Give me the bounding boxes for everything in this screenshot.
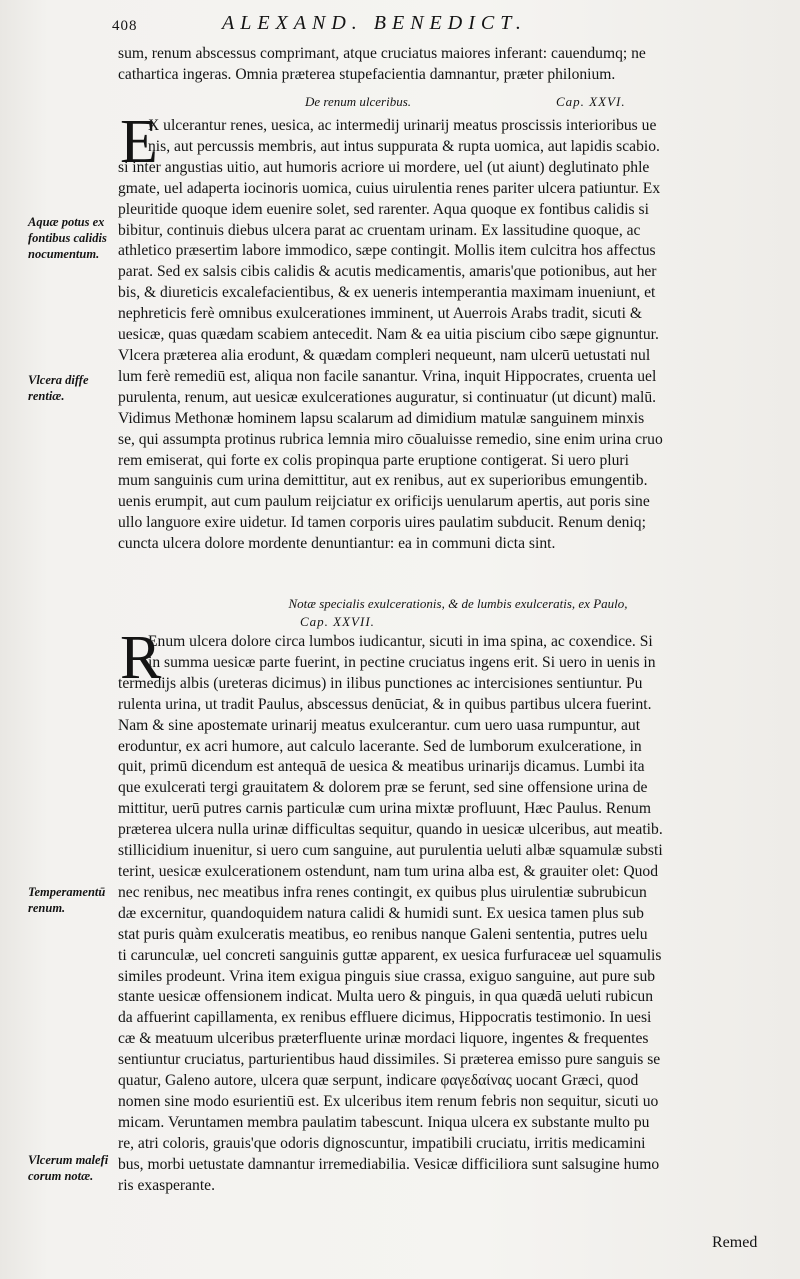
text-line: lum ferè remediū est, aliqua non facile sanantur. Vrina, inquit Hippocrates, cruenta uel: [118, 367, 657, 385]
text-line: uenis erumpit, aut cum paulum reijciatur ex orificijs uenularum apertis, aut poris sine: [118, 493, 650, 511]
text-line: Vlcera præterea alia erodunt, & quædam compleri nequeunt, nam ulcerū uetustati nul: [118, 346, 651, 364]
text-line: dæ excernitur, quandoquidem natura calidi & humidi sunt. Ex uesica tamen plus sub: [118, 904, 644, 922]
text-line: quatur, Galeno autore, ulcera quæ serpunt, indicare φαγεδαίνας uocant Græci, quod: [118, 1072, 639, 1090]
text-line: cæ & meatuum ulceribus præterfluente urinæ mordaci liquore, ingentes & frequentes: [118, 1030, 649, 1048]
intro-text: [118, 44, 778, 86]
text-line: Vidimus Methonæ hominem lapsu scalarum ad dimidium matulæ sanguinem minxis: [118, 409, 645, 427]
margin-note-line: corum notæ.: [28, 1169, 94, 1183]
text-line: athletico præsertim labore immodico, sæpe contingit. Mollis item culcitra hos affectus: [118, 242, 656, 260]
text-line: pleuritide quoque idem euenire solet, sed rarenter. Aqua quoque ex fontibus calidis si: [118, 200, 649, 218]
text-line: stante uesicæ offensionem indicat. Multa uero & pinguis, in qua quædā ueluti rubicun: [118, 988, 653, 1006]
text-line: X ulcerantur renes, uesica, ac intermedij urinarij meatus proscissis interioribus ue: [148, 117, 657, 134]
text-line: uesicæ, quas quædam scabiem antecedit. Nam & ea uitia piscium cibo sæpe gignuntur.: [118, 326, 659, 344]
text-line: mittitur, uerū putres carnis particulæ cum urina mixtæ profluunt, Hæc Paulus. Renum: [118, 800, 651, 818]
text-line: nomen sine modo esurientiū est. Ex ulceribus item renum febris non sequitur, sicuti uo: [118, 1092, 659, 1110]
text-line: bibitur, continuis diebus ulcera parat ac cruentam urinam. Ex lassitudine quoque, ac: [118, 221, 641, 239]
text-line: termedijs albis (ureteras dicimus) in ilibus punctiones ac intercisiones sentiuntur. Pu: [118, 674, 643, 692]
drop-cap: E: [120, 108, 158, 176]
section-title: Notæ specialis exulcerationis, & de lumbis exulceratis, ex Paulo,: [288, 596, 628, 611]
text-line: similes prodeunt. Vrina item exigua pinguis siue crassa, exiguo sanguine, aut pure sub: [118, 967, 656, 985]
text-line: stat puris quàm exulceratis meatibus, eo renibus nanque Galeni sententia, putres uelu: [118, 925, 648, 943]
margin-note-line: Aquæ potus ex: [28, 215, 105, 229]
text-line: sentiuntur cruciatus, parturientibus haud dissimiles. Si præterea emisso pure sanguis se: [118, 1051, 661, 1069]
catchword: Remed: [712, 1234, 758, 1251]
text-line: nec renibus, nec meatibus infra renes contingit, ex quibus plus uirulentiæ subrubicun: [118, 883, 647, 901]
text-line: bus, morbi uetustate damnantur irremediabilia. Vesicæ difficiliora sunt salsugine humo: [118, 1155, 660, 1173]
text-line: nephreticis ferè omnibus exulcerationes imminent, ut Auerrois Arabs tradit, sicuti &: [118, 305, 642, 323]
page-header: [112, 12, 780, 40]
drop-cap: R: [120, 624, 162, 692]
text-line: sum, renum abscessus comprimant, atque cruciatus maiores inferant: cauendumq; ne: [118, 45, 646, 62]
margin-note-line: Vlcerum malefi: [28, 1153, 109, 1167]
margin-note: [28, 884, 120, 916]
margin-note-line: Vlcera diffe: [28, 373, 89, 387]
margin-note: [28, 1152, 120, 1184]
text-line: quit, primū dicendum est antequā de uesica & meatibus urinarijs dicamus. Lumbi ita: [118, 758, 645, 776]
text-line: ti carunculæ, uel concreti sanguinis guttæ apparent, ex uesica furfuraceæ uel squamulis: [118, 946, 662, 964]
text-line: ris exasperante.: [118, 1176, 215, 1194]
text-line: rulenta urina, ut tradit Paulus, abscessus denūciat, & in quibus partibus ulcera fuerint.: [118, 695, 652, 713]
chapter-number: Cap. XXVI.: [556, 94, 626, 109]
section-body-27: [118, 624, 778, 1196]
text-line: cathartica ingeras. Omnia præterea stupefacientia damnantur, præter philonium.: [118, 65, 616, 83]
text-line: Nam & sine apostemate urinarij meatus exulcerantur. cum uero uasa rumpuntur, aut: [118, 716, 641, 734]
margin-note-line: nocumentum.: [28, 247, 100, 261]
section-cap-27: [118, 614, 778, 632]
margin-note: [28, 214, 120, 262]
section-title: De renum ulceribus.: [304, 94, 412, 109]
margin-note-line: renum.: [28, 901, 66, 915]
margin-note-line: rentiæ.: [28, 389, 65, 403]
text-line: micam. Veruntamen membra paulatim tabescunt. Iniqua ulcera ex substante multo pu: [118, 1113, 650, 1131]
text-line: parat. Sed ex salsis cibis calidis & acutis medicamentis, amaris'que potionibus, aut her: [118, 263, 657, 281]
text-line: si inter angustias uitio, aut humoris acriore ui mordere, uel (ut aiunt) deglutinato phle: [118, 158, 650, 176]
section-heading-26: [118, 94, 778, 112]
text-line: terint, uesicæ exulcerationem ostendunt, nam tum urina alba est, & grauiter olet: Quod: [118, 862, 659, 880]
text-line: præterea ulcera nulla urinæ difficultas sequitur, quando in uesicæ ulceribus, aut meatib.: [118, 821, 663, 839]
text-line: gmate, uel adaperta iocinoris uomica, cuius uirulentia renes pariter ulcera patiuntur. Ex: [118, 179, 661, 197]
text-line: re, atri coloris, grauis'que odoris dignoscuntur, impatibili cruciatu, irritis medicamini: [118, 1134, 646, 1152]
margin-note: [28, 372, 120, 404]
text-line: purulenta, renum, aut uesicæ exulcerationes auguratur, si continuatur (ut dicunt) malū.: [118, 388, 657, 406]
text-line: stillicidium inuenitur, si uero cum sanguine, aut purulentia ueluti albæ squamulæ substi: [118, 842, 663, 860]
text-line: Enum ulcera dolore circa lumbos iudicantur, sicuti in ima spina, ac coxendice. Si: [148, 633, 653, 650]
text-line: mum sanguinis cum urina demittitur, aut ex renibus, aut ex superioribus emungentib.: [118, 472, 648, 490]
text-line: se, qui assumpta protinus rubrica lemnia miro cōualuisse remedio, sine enim urina cruo: [118, 430, 663, 448]
section-heading-27: [118, 596, 778, 614]
section-body-26: [118, 108, 778, 555]
text-line: da affuerint capillamenta, ex renibus effluere dicimus, Hippocratis testimonio. In uesi: [118, 1009, 652, 1027]
page-number: 408: [112, 18, 138, 34]
chapter-number: Cap. XXVII.: [300, 614, 375, 629]
text-line: que exulcerati tergi grauitatem & dolorem præ se ferunt, sed sine offensione urina de: [118, 779, 648, 797]
margin-note-line: fontibus calidis: [28, 231, 107, 245]
text-line: cuncta ulcera dolore mordente denuntiantur: ea in communi dicta sint.: [118, 535, 556, 553]
text-line: rem emiserat, qui forte ex colis propinqua parte eruptione contigerat. Si uero pluri: [118, 451, 629, 469]
running-head: ALEXAND. BENEDICT.: [222, 12, 527, 34]
text-line: ullo languore exire uidetur. Id tamen corporis uires paulatim subducit. Renum deniq;: [118, 514, 646, 532]
text-line: eroduntur, ex acri humore, aut calculo lacerante. Sed de lumborum exulceratione, in: [118, 737, 642, 755]
text-line: in summa uesicæ parte fuerint, in pectine cruciatus ingens erit. Si uero in uenis in: [148, 653, 656, 671]
text-line: nis, aut percussis membris, aut intus suppurata & rupta uomica, aut lapidis scabio.: [148, 137, 660, 155]
text-line: bis, & diureticis excalefacientibus, & ex ueneris intemperantia maximam inueniunt, et: [118, 284, 656, 302]
margin-note-line: Temperamentū: [28, 885, 106, 899]
